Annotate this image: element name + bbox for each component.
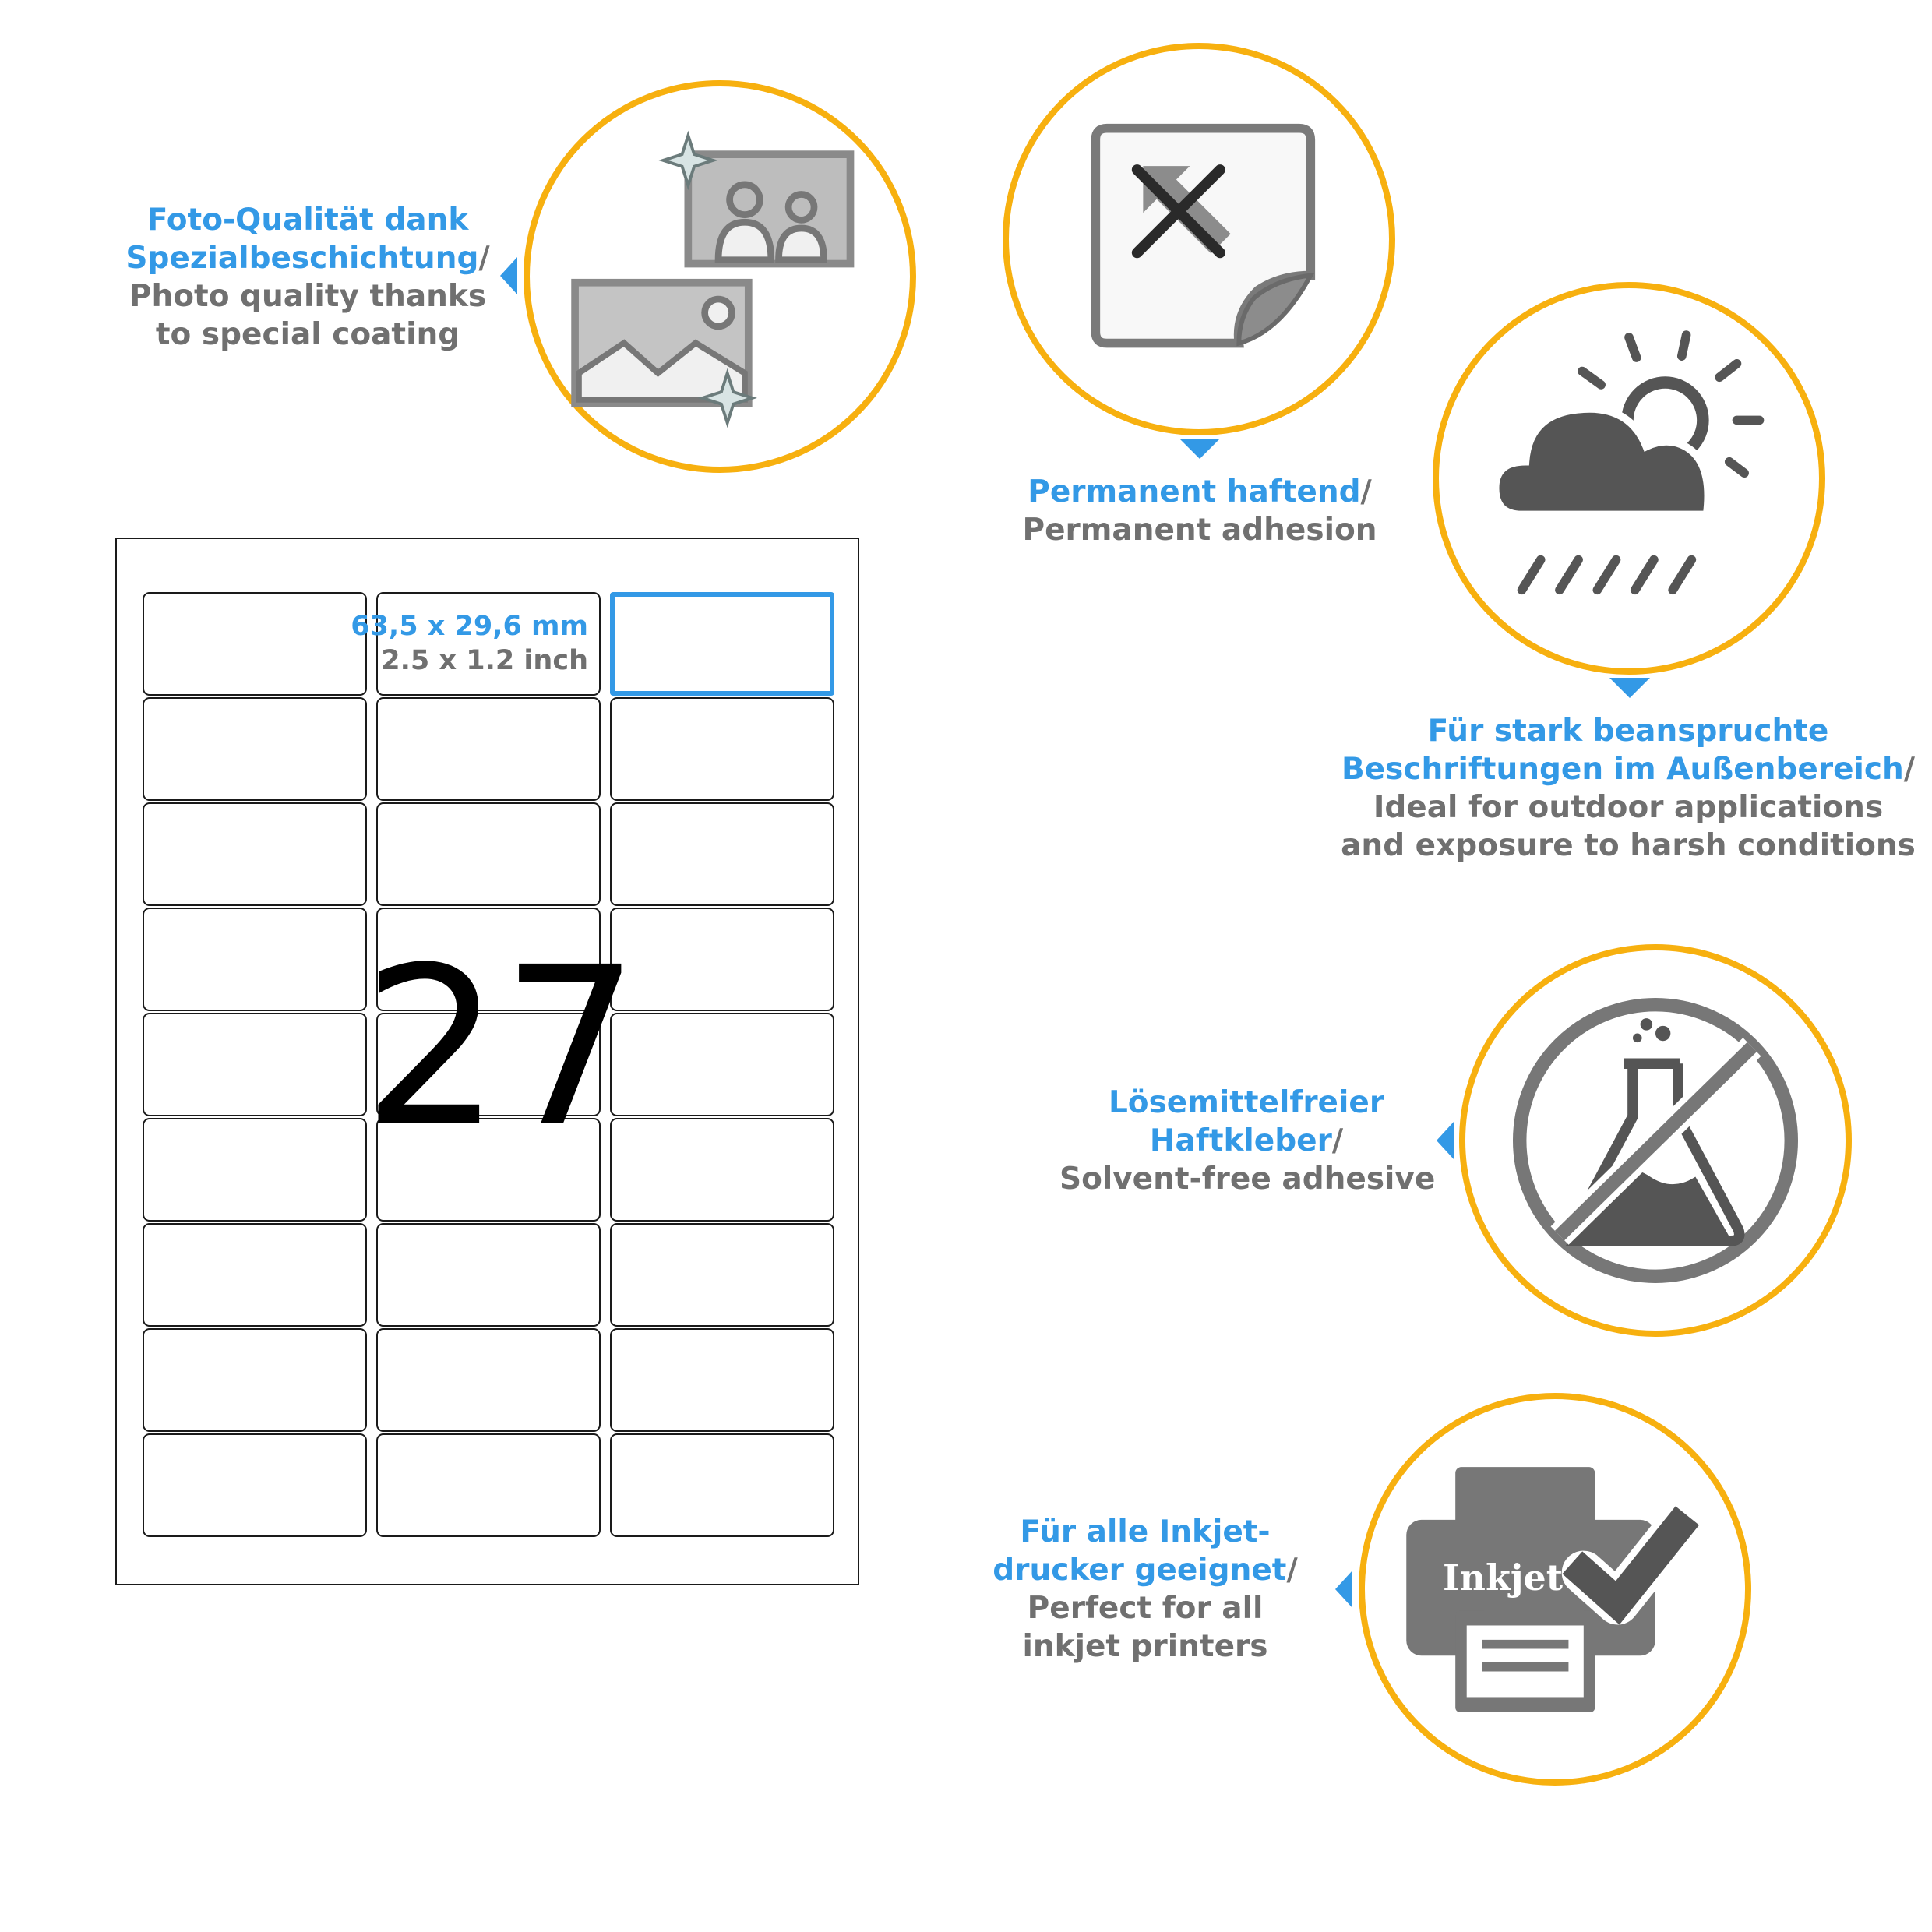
- inkjet-caption-de-1: Für alle Inkjet-: [1020, 1514, 1271, 1549]
- photo-caption-en-1: Photo quality thanks: [129, 279, 487, 314]
- permanent-caption-de: Permanent haftend: [1028, 474, 1361, 509]
- inkjet-caption-de-2: drucker geeignet: [992, 1553, 1287, 1588]
- label-cell: [143, 1118, 367, 1222]
- photo-quality-caption: Foto-Qualität dank Spezialbeschichtung/ Photo quality thanks to special coating: [109, 201, 506, 354]
- no-solvent-icon: [1465, 950, 1846, 1331]
- label-cell: [610, 697, 834, 801]
- label-size-inch: 2.5 x 1.2 inch: [381, 645, 588, 676]
- outdoor-caption-en-1: Ideal for outdoor applications: [1373, 790, 1884, 825]
- permanent-adhesion-badge: [1003, 43, 1395, 435]
- label-cell: [610, 1013, 834, 1116]
- label-size-caption: [308, 609, 588, 678]
- permanent-pointer-arrow: [1179, 439, 1220, 459]
- solvent-free-caption: Lösemittelfreier Haftkleber/ Solvent-free adhesive: [1059, 1085, 1436, 1197]
- highlighted-label: [610, 592, 834, 696]
- solvent-caption-de-2: Haftkleber: [1149, 1123, 1332, 1158]
- permanent-caption-en: Permanent adhesion: [1022, 513, 1377, 548]
- photo-quality-icon: [530, 86, 910, 467]
- label-cell: [143, 1433, 367, 1537]
- no-remove-label-icon: [1009, 49, 1389, 429]
- label-cell: [143, 802, 367, 906]
- photo-caption-en-2: to special coating: [155, 317, 460, 352]
- label-cell: [143, 1223, 367, 1327]
- printer-label: Inkjet: [1443, 1557, 1563, 1599]
- solvent-caption-de-1: Lösemittelfreier: [1108, 1085, 1385, 1120]
- inkjet-caption-en-2: inkjet printers: [1022, 1629, 1268, 1664]
- label-cell: [376, 1223, 601, 1327]
- outdoor-badge: [1433, 282, 1825, 675]
- label-cell: [143, 908, 367, 1011]
- label-cell: [610, 802, 834, 906]
- outdoor-caption-de-1: Für stark beanspruchte: [1427, 714, 1829, 749]
- label-count: 27: [362, 921, 640, 1175]
- label-cell: [376, 697, 601, 801]
- label-size-mm: 63,5 x 29,6 mm: [351, 611, 588, 642]
- inkjet-badge: [1359, 1393, 1751, 1786]
- label-cell: [143, 697, 367, 801]
- label-cell: [610, 1118, 834, 1222]
- photo-quality-badge: [524, 80, 916, 473]
- outdoor-caption-de-2: Beschriftungen im Außenbereich: [1341, 752, 1904, 787]
- label-cell: [143, 1013, 367, 1116]
- inkjet-caption-en-1: Perfect for all: [1027, 1591, 1264, 1626]
- solvent-free-badge: [1459, 944, 1852, 1337]
- permanent-adhesion-caption: Permanent haftend/ Permanent adhesion: [1005, 473, 1394, 549]
- inkjet-pointer-arrow: [1335, 1571, 1352, 1608]
- solvent-caption-en: Solvent-free adhesive: [1059, 1162, 1436, 1197]
- label-cell: [610, 908, 834, 1011]
- weather-icon: [1439, 288, 1819, 668]
- photo-caption-de-1: Foto-Qualität dank: [146, 203, 469, 238]
- outdoor-caption-en-2: and exposure to harsh conditions: [1341, 828, 1916, 863]
- label-cell: [610, 1328, 834, 1432]
- label-cell: [376, 1433, 601, 1537]
- label-cell: [376, 802, 601, 906]
- outdoor-caption: Für stark beanspruchte Beschriftungen im Außenbereich/ Ideal for outdoor applications and exposure to harsh conditions: [1341, 714, 1916, 863]
- label-cell: [143, 1328, 367, 1432]
- photo-caption-de-2: Spezialbeschichtung: [125, 241, 479, 276]
- label-cell: [376, 1328, 601, 1432]
- solvent-pointer-arrow: [1437, 1122, 1454, 1159]
- label-cell: [610, 1223, 834, 1327]
- label-cell: [610, 1433, 834, 1537]
- outdoor-pointer-arrow: [1609, 678, 1650, 698]
- inkjet-caption: Für alle Inkjet- drucker geeignet/ Perfect for all inkjet printers: [958, 1513, 1332, 1666]
